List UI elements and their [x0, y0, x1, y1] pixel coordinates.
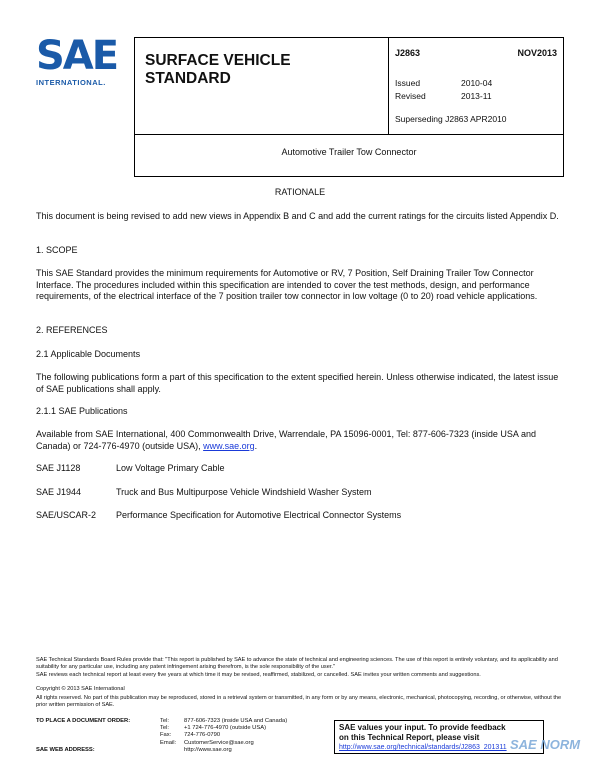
sae-publications-text — [36, 429, 564, 452]
tel2-value: +1 724-776-4970 (outside USA) — [184, 725, 267, 732]
reference-code: SAE J1944 — [36, 487, 82, 497]
feedback-link[interactable]: http://www.sae.org/technical/standards/J2863_201311 — [339, 744, 507, 751]
document-subtitle: Automotive Trailer Tow Connector — [281, 147, 417, 157]
title-line-2: STANDARD — [145, 70, 231, 87]
scope-heading: 1. SCOPE — [36, 245, 78, 255]
fax-value: 724-776-0790 — [184, 732, 221, 739]
sae-website-link[interactable]: www.sae.org — [203, 440, 255, 451]
tel2-label: Tel: — [160, 725, 170, 732]
title-line-1: SURFACE VEHICLE — [145, 52, 291, 69]
sae-publications-body: Available from SAE International, 400 Commonwealth Drive, Warrendale, PA 15096-0001, Tel: 877-606-7323 (inside USA and Canada) or 724-776-4970 (outside USA), — [36, 429, 536, 451]
feedback-line-2: on this Technical Report, please visit — [339, 733, 480, 742]
sae-publications-heading: 2.1.1 SAE Publications — [36, 406, 128, 416]
feedback-line-1: SAE values your input. To provide feedback — [339, 723, 506, 732]
watermark: SAE NORM — [510, 737, 581, 752]
footer-policy-2: SAE reviews each technical report at least every five years at which time it may be revised, reaffirmed, stabilized, or cancelled. SAE invites your written comments and suggestions. — [36, 672, 481, 678]
reference-title: Truck and Bus Multipurpose Vehicle Windshield Washer System — [116, 487, 372, 497]
reference-code: SAE J1128 — [36, 463, 81, 473]
email-label: Email: — [160, 739, 177, 746]
references-heading: 2. REFERENCES — [36, 325, 108, 335]
reference-title: Performance Specification for Automotive Electrical Connector Systems — [116, 510, 402, 520]
reference-title: Low Voltage Primary Cable — [116, 463, 225, 473]
tel-label: Tel: — [160, 718, 170, 724]
issued-value: 2010-04 — [461, 78, 493, 88]
header-divider-vertical — [388, 38, 389, 134]
scope-text: This SAE Standard provides the minimum requirements for Automotive or RV, 7 Position, Self Draining Trailer Tow Connector Interface. The procedures included within this specification are intended to cover the test methods, design, and performance requirements, of the electrical interface of the 7 position trailer tow connector in low voltage (0 to 20) road vehicle applications. — [36, 268, 538, 301]
footer-copyright: Copyright © 2013 SAE International — [36, 686, 125, 692]
tel-value: 877-606-7323 (inside USA and Canada) — [184, 718, 288, 724]
document-type-title — [145, 52, 291, 88]
header-box — [134, 37, 564, 177]
reference-row — [36, 463, 225, 473]
reference-row — [36, 487, 371, 497]
sae-logo — [36, 33, 118, 87]
issued-label: Issued — [395, 78, 421, 88]
document-number: J2863 — [395, 48, 421, 58]
rationale-heading: RATIONALE — [274, 187, 326, 197]
logo-mark: SAE — [36, 33, 118, 79]
footer-policy-1: SAE Technical Standards Board Rules provide that: "This report is published by SAE to advance the state of technical and engineering sciences. The use of this report is entirely voluntary, and its applicability and suitability for any particular use, including any patent infringement arising therefrom, is the sole responsibility of the user." — [36, 657, 558, 670]
fax-label: Fax: — [160, 732, 172, 739]
rationale-text: This document is being revised to add new views in Appendix B and C and add the current ratings for the circuits listed Appendix D. — [36, 211, 559, 221]
order-label: TO PLACE A DOCUMENT ORDER: — [36, 718, 131, 724]
revised-label: Revised — [395, 91, 426, 101]
order-contact-block — [36, 718, 336, 754]
footer-rights: All rights reserved. No part of this publication may be reproduced, stored in a retrieval system or transmitted, in any form or by any means, electronic, mechanical, photocopying, recording, or otherwise, without the prior written permission of SAE. — [36, 695, 562, 708]
superseding-note: Superseding J2863 APR2010 — [395, 114, 507, 124]
revised-value: 2013-11 — [461, 91, 492, 101]
document-date: NOV2013 — [517, 48, 557, 58]
web-label: SAE WEB ADDRESS: — [36, 746, 95, 753]
applicable-documents-heading: 2.1 Applicable Documents — [36, 349, 141, 359]
header-divider-horizontal — [135, 134, 563, 135]
reference-code: SAE/USCAR-2 — [36, 510, 97, 520]
applicable-documents-text: The following publications form a part of this specification to the extent specified herein. Unless otherwise indicated, the latest issue of SAE publications shall apply. — [36, 372, 559, 394]
email-value[interactable]: CustomerService@sae.org — [184, 739, 254, 746]
web-value[interactable]: http://www.sae.org — [184, 746, 232, 753]
logo-subtitle: INTERNATIONAL. — [36, 78, 106, 87]
reference-row — [36, 510, 401, 520]
sae-publications-period: . — [254, 440, 258, 451]
